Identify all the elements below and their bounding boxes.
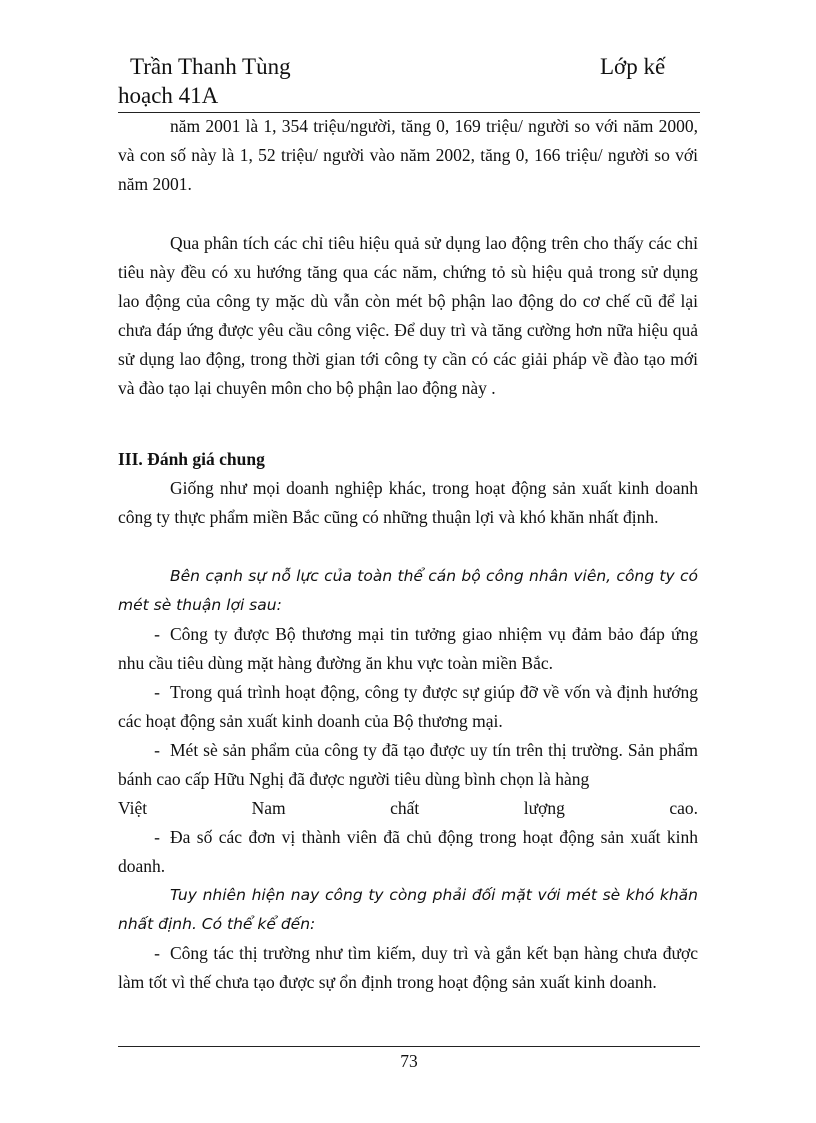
list-item [118, 823, 698, 881]
list-item-text: Công ty được Bộ thương mại tin tưởng giao nhiệm vụ đảm bảo đáp ứng nhu cầu tiêu dùng mặt hàng đường ăn khu vực toàn miền Bắc. [118, 624, 698, 673]
bullet-dash: - [154, 943, 160, 963]
paragraph-analysis: Qua phân tích các chỉ tiêu hiệu quả sử dụng lao động trên cho thấy các chỉ tiêu này đều có xu hướng tăng qua các năm, chứng tỏ sù hiệu quả trong sử dụng lao động của công ty mặc dù vẫn còn mét bộ phận lao động do cơ chế cũ để lại chưa đáp ứng được yêu cầu công việc. Để duy trì và tăng cường hơn nữa hiệu quả sử dụng lao động, trong thời gian tới công ty cần có các giải pháp về đào tạo mới và đào tạo lại chuyên môn cho bộ phận lao động này . [118, 233, 698, 398]
header-author: Trần Thanh Tùng [130, 54, 291, 79]
paragraph-continuation: năm 2001 là 1, 354 triệu/người, tăng 0, 169 triệu/ người so với năm 2000, và con số này là 1, 52 triệu/ người vào năm 2002, tăng 0, 166 triệu/ người so với năm 2001. [118, 116, 698, 194]
list-item-text: Mét sè sản phẩm của công ty đã tạo được uy tín trên thị trường. Sản phẩm bánh cao cấp Hữu Nghị đã được người tiêu dùng bình chọn là hàng [118, 740, 698, 789]
section-heading: III. Đánh giá chung [118, 449, 265, 469]
list-item [118, 678, 698, 736]
list-item [118, 620, 698, 678]
header-class-continued: hoạch 41A [118, 83, 219, 108]
word: Việt [118, 798, 148, 818]
page-header [118, 52, 698, 112]
justified-line [118, 794, 698, 823]
footer-rule [118, 1046, 700, 1047]
bullet-dash: - [154, 740, 160, 760]
difficulties-intro: Tuy nhiên hiện nay công ty còng phải đối mặt với mét sè khó khăn nhất định. Có thể kể đến: [118, 886, 698, 933]
advantages-intro: Bên cạnh sự nỗ lực của toàn thể cán bộ công nhân viên, công ty có mét sè thuận lợi sau: [118, 567, 698, 614]
header-class: Lớp kế [600, 54, 666, 79]
word: chất [390, 798, 420, 818]
list-item [118, 939, 698, 997]
page-number: 73 [400, 1051, 418, 1071]
bullet-dash: - [154, 827, 160, 847]
word: Nam [251, 798, 286, 818]
word: cao. [669, 798, 698, 818]
list-item [118, 736, 698, 794]
list-item-text: Đa số các đơn vị thành viên đã chủ động trong hoạt động sản xuất kinh doanh. [118, 827, 698, 876]
list-item-text: Trong quá trình hoạt động, công ty được sự giúp đỡ về vốn và định hướng các hoạt động sản xuất kinh doanh của Bộ thương mại. [118, 682, 698, 731]
word: lượng [523, 798, 565, 818]
document-body [118, 112, 698, 997]
bullet-dash: - [154, 682, 160, 702]
bullet-dash: - [154, 624, 160, 644]
section-intro: Giống như mọi doanh nghiệp khác, trong hoạt động sản xuất kinh doanh công ty thực phẩm miền Bắc cũng có những thuận lợi và khó khăn nhất định. [118, 478, 698, 527]
list-item-text: Công tác thị trường như tìm kiếm, duy trì và gắn kết bạn hàng chưa được làm tốt vì thế chưa tạo được sự ổn định trong hoạt động sản xuất kinh doanh. [118, 943, 698, 992]
